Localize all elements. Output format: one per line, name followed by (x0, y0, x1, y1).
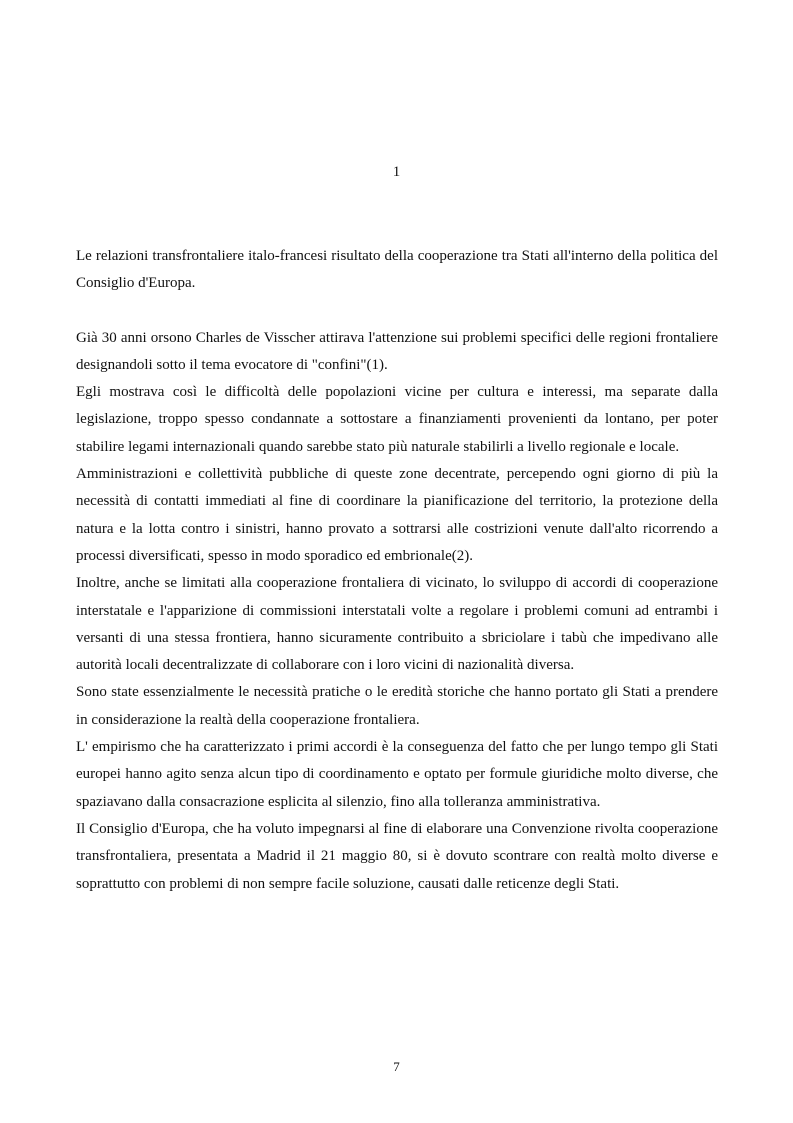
body-text (76, 243, 718, 898)
paragraph: Amministrazioni e collettività pubbliche di queste zone decentrate, percependo ogni giorno di più la necessità di contatti immediati al fine di coordinare la pianificazione del territorio, la protezione della natura e la lotta contro i sinistri, hanno provato a sottrarsi alle costrizioni venute dall'alto ricorrendo a processi diversificati, spesso in modo sporadico ed embrionale(2). (76, 466, 718, 564)
paragraph: Egli mostrava così le difficoltà delle popolazioni vicine per cultura e interessi, ma separate dalla legislazione, troppo spesso condannate a sottostare a finanziamenti provenienti da lontano, per poter stabilire legami internazionali quando sarebbe stato più naturale stabilirli a livello regionale e locale. (76, 384, 718, 455)
page-number: 7 (393, 1059, 400, 1074)
paragraph: Inoltre, anche se limitati alla cooperazione frontaliera di vicinato, lo sviluppo di accordi di cooperazione interstatale e l'apparizione di commissioni interstatali volte a regolare i problemi comuni ad entrambi i versanti di una stessa frontiera, hanno sicuramente contribuito a sbriciolare i tabù che impedivano alle autorità locali decentralizzate di collaborare con i loro vicini di nazionalità diversa. (76, 575, 718, 674)
paragraph: Il Consiglio d'Europa, che ha voluto impegnarsi al fine di elaborare una Convenzione rivolta cooperazione transfrontaliera, presentata a Madrid il 21 maggio 80, si è dovuto scontrare con realtà molto diverse e soprattutto con problemi di non sempre facile soluzione, causati dalle reticenze degli Stati. (76, 820, 718, 892)
section-title: Le relazioni transfrontaliere italo-francesi risultato della cooperazione tra Stati all'interno della politica del Consiglio d'Europa. (76, 248, 718, 292)
paragraph: L' empirismo che ha caratterizzato i primi accordi è la conseguenza del fatto che per lungo tempo gli Stati europei hanno agito senza alcun tipo di coordinamento e optato per formule giuridiche molto diverse, che spaziavano dalla consacrazione esplicita al silenzio, fino alla tolleranza amministrativa. (76, 739, 718, 810)
paragraph: Già 30 anni orsono Charles de Visscher attirava l'attenzione sui problemi specifici delle regioni frontaliere designandoli sotto il tema evocatore di "confini"(1). (76, 329, 718, 373)
paragraph: Sono state essenzialmente le necessità pratiche o le eredità storiche che hanno portato gli Stati a prendere in considerazione la realtà della cooperazione frontaliera. (76, 684, 718, 728)
chapter-number: 1 (392, 164, 401, 180)
